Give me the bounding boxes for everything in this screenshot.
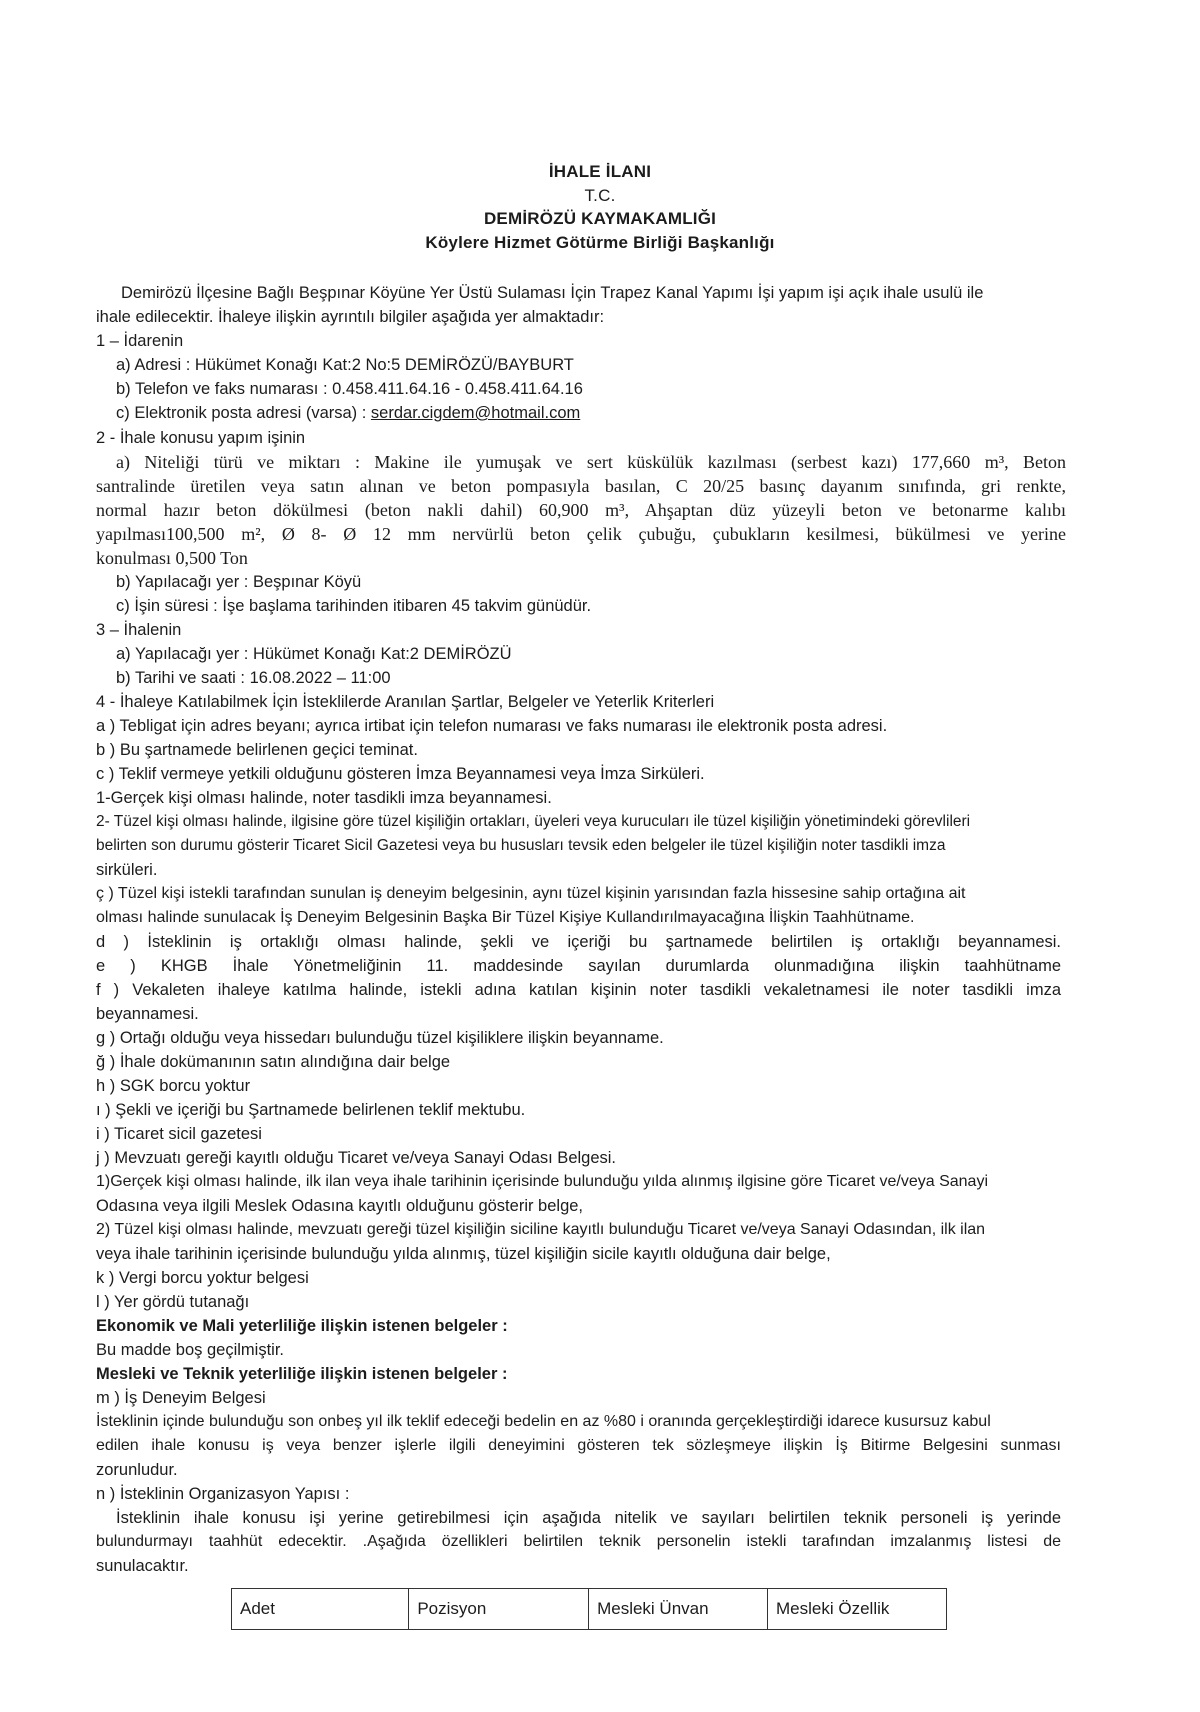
requirement-item: i ) Ticaret sicil gazetesi xyxy=(96,1125,262,1143)
unit-name: Köylere Hizmet Götürme Birliği Başkanlığı xyxy=(425,233,775,252)
requirement-item: g ) Ortağı olduğu veya hissedarı bulunduğu tüzel kişiliklere ilişkin beyanname. xyxy=(96,1029,664,1047)
requirement-subitem: İsteklinin ihale konusu işi yerine getirebilmesi için aşağıda nitelik ve sayıları belirtilen teknik personeli iş yerinde xyxy=(116,1509,1061,1527)
requirement-subitem: bulundurmayı taahhüt edecektir. .Aşağıda özellikleri belirtilen teknik personelin istekli tarafından imzalanmış listesi de xyxy=(96,1533,1061,1550)
requirement-item: n ) İsteklinin Organizasyon Yapısı : xyxy=(96,1485,350,1503)
requirement-item: ç ) Tüzel kişi istekli tarafından sunulan iş deneyim belgesinin, aynı tüzel kişinin yarısından fazla hissesine sahip ortağına ait xyxy=(96,885,966,902)
work-description-line: konulması 0,500 Ton xyxy=(96,548,248,568)
requirement-subitem: belirten son durumu gösterir Ticaret Sicil Gazetesi veya bu hususları tevsik eden belgeler ile tüzel kişiliğin noter tasdikli imza xyxy=(96,837,946,854)
requirement-item: m ) İş Deneyim Belgesi xyxy=(96,1389,266,1407)
authority-name: DEMİRÖZÜ KAYMAKAMLIĞI xyxy=(483,209,717,228)
requirement-item: olması halinde sunulacak İş Deneyim Belgesinin Başka Bir Tüzel Kişiye Kullandırılmayacağına İlişkin Taahhütname. xyxy=(96,909,915,926)
requirement-item: j ) Mevzuatı gereği kayıtlı olduğu Ticaret ve/veya Sanayi Odası Belgesi. xyxy=(96,1149,617,1167)
tender-datetime: b) Tarihi ve saati : 16.08.2022 – 11:00 xyxy=(116,669,391,687)
email-label: c) Elektronik posta adresi (varsa) : xyxy=(116,404,371,422)
requirement-item: d ) İsteklinin iş ortaklığı olması halinde, şekli ve içeriği bu şartnamede belirtilen iş ortaklığı beyannamesi. xyxy=(96,933,1061,951)
requirement-subitem: sunulacaktır. xyxy=(96,1557,189,1575)
requirement-item: a ) Tebligat için adres beyanı; ayrıca irtibat için telefon numarası ve faks numarası ile elektronik posta adresi. xyxy=(96,717,888,735)
work-description-line: a) Niteliği türü ve miktarı : Makine ile yumuşak ve sert küskülük kazılması (serbest kazı) 177,660 m³, Beton xyxy=(116,452,1066,472)
requirement-item: ğ ) İhale dokümanının satın alındığına dair belge xyxy=(96,1053,451,1071)
economic-text: Bu madde boş geçilmiştir. xyxy=(96,1341,285,1359)
intro-line: Demirözü İlçesine Bağlı Beşpınar Köyüne Yer Üstü Sulaması İçin Trapez Kanal Yapımı İşi yapım işi açık ihale usulü ile xyxy=(121,284,984,302)
work-description-line: yapılması100,500 m², Ø 8- Ø 12 mm nervürlü beton çelik çubuğu, çubukların kesilmesi, bükülmesi ve yerine xyxy=(96,524,1066,544)
economic-heading: Ekonomik ve Mali yeterliliğe ilişkin istenen belgeler : xyxy=(96,1317,508,1335)
tender-location: a) Yapılacağı yer : Hükümet Konağı Kat:2 DEMİRÖZÜ xyxy=(116,645,512,663)
address-line: a) Adresi : Hükümet Konağı Kat:2 No:5 DEMİRÖZÜ/BAYBURT xyxy=(116,356,574,374)
requirement-item: h ) SGK borcu yoktur xyxy=(96,1077,251,1095)
requirement-item: c ) Teklif vermeye yetkili olduğunu gösteren İmza Beyannamesi veya İmza Sirküleri. xyxy=(96,765,705,783)
requirement-subitem: veya ihale tarihinin içerisinde bulunduğu yılda alınmış, tüzel kişiliğin sicile kayıtlı olduğuna dair belge, xyxy=(96,1245,831,1263)
requirement-subitem: edilen ihale konusu iş veya benzer işlerle ilgili deneyimini gösteren tek sözleşmeye ilişkin İş Bitirme Belgesini sunması xyxy=(96,1437,1061,1454)
work-location: b) Yapılacağı yer : Beşpınar Köyü xyxy=(116,573,362,591)
work-duration: c) İşin süresi : İşe başlama tarihinden itibaren 45 takvim günüdür. xyxy=(116,597,592,615)
section-heading: 1 – İdarenin xyxy=(96,332,184,350)
email-line xyxy=(116,403,580,423)
requirement-item: f ) Vekaleten ihaleye katılma halinde, istekli adına katılan kişinin noter tasdikli vekaletnamesi ile noter tasdikli imza xyxy=(96,981,1061,999)
requirement-item: b ) Bu şartnamede belirlenen geçici teminat. xyxy=(96,741,418,759)
requirement-subitem: Odasına veya ilgili Meslek Odasına kayıtlı olduğunu gösterir belge, xyxy=(96,1197,584,1215)
republic-abbrev: T.C. xyxy=(584,186,616,205)
staff-table-header: Mesleki Özellik xyxy=(768,1589,947,1630)
staff-table-header-row xyxy=(232,1589,947,1630)
requirement-subitem: 2) Tüzel kişi olması halinde, mevzuatı gereği tüzel kişiliğin siciline kayıtlı bulunduğu Ticaret ve/veya Sanayi Odasından, ilk ilan xyxy=(96,1221,986,1238)
requirement-item: e ) KHGB İhale Yönetmeliğinin 11. maddesinde sayılan durumlarda olunmadığına ilişkin taahhütname xyxy=(96,957,1061,975)
requirement-subitem: İsteklinin içinde bulunduğu son onbeş yıl ilk teklif edeceği bedelin en az %80 i oranında gerçekleştirdiği idarece kusursuz kabul xyxy=(96,1413,991,1430)
technical-heading: Mesleki ve Teknik yeterliliğe ilişkin istenen belgeler : xyxy=(96,1365,508,1383)
requirement-subitem: 1)Gerçek kişi olması halinde, ilk ilan veya ihale tarihinin içerisinde bulunduğu yılda alınmış ilgisine göre Ticaret ve/veya Sanayi xyxy=(96,1173,989,1190)
section-heading: 4 - İhaleye Katılabilmek İçin İsteklilerde Aranılan Şartlar, Belgeler ve Yeterlik Kriterleri xyxy=(96,693,715,711)
section-heading: 2 - İhale konusu yapım işinin xyxy=(96,429,306,447)
work-description-line: normal hazır beton dökülmesi (beton nakli dahil) 60,900 m³, Ahşaptan düz yüzeyli beton ve betonarme kalıbı xyxy=(96,500,1066,520)
requirement-item: l ) Yer gördü tutanağı xyxy=(96,1293,250,1311)
requirement-item: beyannamesi. xyxy=(96,1005,199,1023)
intro-line: ihale edilecektir. İhaleye ilişkin ayrıntılı bilgiler aşağıda yer almaktadır: xyxy=(96,308,605,326)
staff-table xyxy=(231,1588,947,1630)
requirement-subitem: zorunludur. xyxy=(96,1461,178,1479)
section-heading: 3 – İhalenin xyxy=(96,621,182,639)
phone-line: b) Telefon ve faks numarası : 0.458.411.64.16 - 0.458.411.64.16 xyxy=(116,380,583,398)
staff-table-header: Adet xyxy=(232,1589,409,1630)
email-link[interactable]: serdar.cigdem@hotmail.com xyxy=(370,404,581,422)
requirement-subitem: 1-Gerçek kişi olması halinde, noter tasdikli imza beyannamesi. xyxy=(96,789,552,807)
staff-table-header: Pozisyon xyxy=(409,1589,589,1630)
requirement-subitem: sirküleri. xyxy=(96,861,158,879)
notice-title: İHALE İLANI xyxy=(548,162,652,181)
requirement-item: ı ) Şekli ve içeriği bu Şartnamede belirlenen teklif mektubu. xyxy=(96,1101,526,1119)
requirement-item: k ) Vergi borcu yoktur belgesi xyxy=(96,1269,309,1287)
requirement-subitem: 2- Tüzel kişi olması halinde, ilgisine göre tüzel kişiliğin ortakları, üyeleri veya kurucuları ile tüzel kişiliğin yönetimindeki görevlileri xyxy=(96,813,971,830)
staff-table-header: Mesleki Ünvan xyxy=(589,1589,768,1630)
work-description-line: santralinde üretilen veya satın alınan ve beton pompasıyla basılan, C 20/25 basınç dayanım sınıfında, gri renkte, xyxy=(96,476,1066,496)
